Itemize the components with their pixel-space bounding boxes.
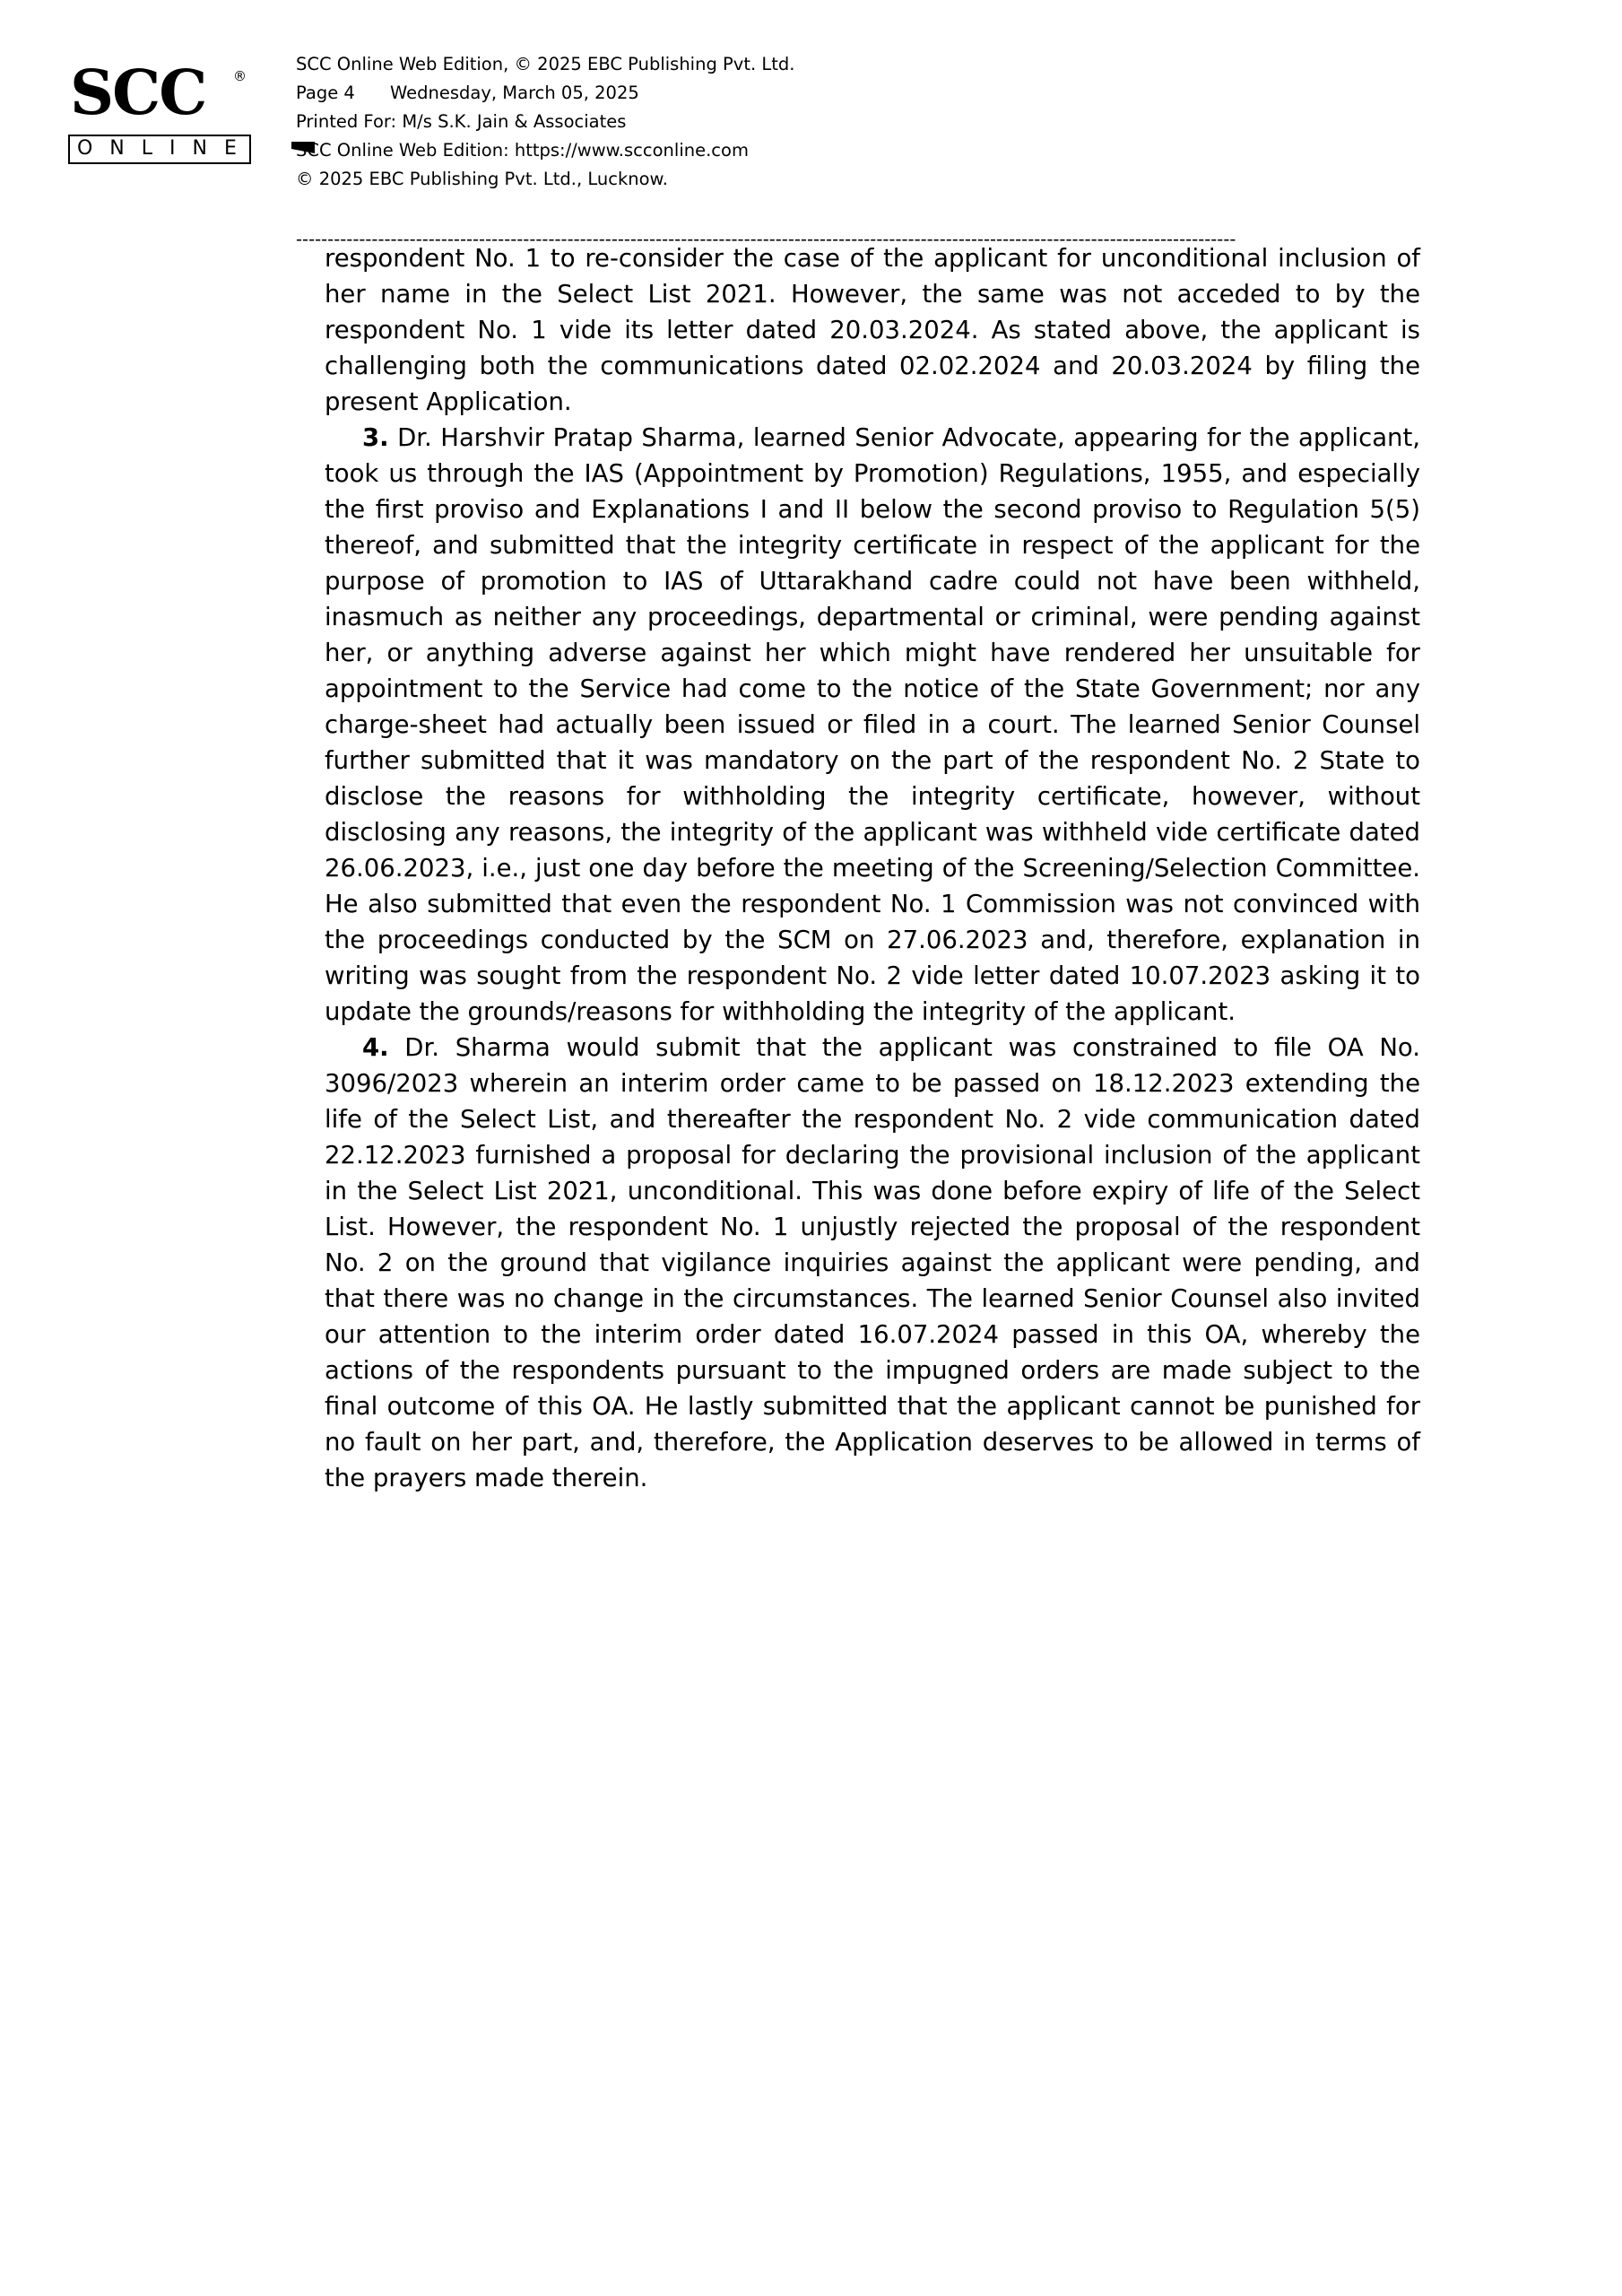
print-date: Wednesday, March 05, 2025 [390, 83, 639, 103]
paragraph-number-3: 3. [362, 423, 389, 452]
header-copyright: © 2025 EBC Publishing Pvt. Ltd., Lucknow. [296, 169, 668, 189]
paragraph-3: 3. Dr. Harshvir Pratap Sharma, learned Senior Advocate, appearing for the applicant, took us through the IAS (Appointment by Promotion) Regulations, 1955, and especially the first proviso and Explanations I and II below the second proviso to Regulation 5(5) thereof, and submitted that the integrity certificate in respect of the applicant for the purpose of promotion to IAS of Uttarakhand cadre could not have been withheld, inasmuch as neither any proceedings, departmental or criminal, were pending against her, or anything adverse against her which might have rendered her unsuitable for appointment to the Service had come to the notice of the State Government; nor any charge-sheet had actually been issued or filed in a court. The learned Senior Counsel further submitted that it was mandatory on the part of the respondent No. 2 State to disclose the reasons for withholding the integrity certificate, however, without disclosing any reasons, the integrity of the applicant was withheld vide certificate dated 26.06.2023, i.e., just one day before the meeting of the Screening/Selection Committee. He also submitted that even the respondent No. 1 Commission was not convinced with the proceedings conducted by the SCM on 27.06.2023 and, therefore, explanation in writing was sought from the respondent No. 2 vide letter dated 10.07.2023 asking it to update the grounds/reasons for withholding the integrity of the applicant. [325, 423, 1420, 1026]
scc-online-logo [65, 57, 257, 173]
header-meta-block [296, 50, 794, 194]
header-edition-line: SCC Online Web Edition, © 2025 EBC Publishing Pvt. Ltd. [296, 54, 795, 74]
page-number-label: Page 4 [296, 83, 355, 103]
header-web-edition: SCC Online Web Edition: https://www.scconline.com [296, 140, 749, 161]
paragraph-4: 4. Dr. Sharma would submit that the applicant was constrained to file OA No. 3096/2023 wherein an interim order came to be passed on 18.12.2023 extending the life of the Select List, and thereafter the respondent No. 2 vide communication dated 22.12.2023 furnished a proposal for declaring the provisional inclusion of the applicant in the Select List 2021, unconditional. This was done before expiry of life of the Select List. However, the respondent No. 1 unjustly rejected the proposal of the respondent No. 2 on the ground that vigilance inquiries against the applicant were pending, and that there was no change in the circumstances. The learned Senior Counsel also invited our attention to the interim order dated 16.07.2024 passed in this OA, whereby the actions of the respondents pursuant to the impugned orders are made subject to the final outcome of this OA. He lastly submitted that the applicant cannot be punished for no fault on her part, and, therefore, the Application deserves to be allowed in terms of the prayers made therein. [325, 1033, 1420, 1492]
logo-wordmark: SCC [70, 57, 206, 129]
header-printed-for: Printed For: M/s S.K. Jain & Associates [296, 111, 627, 132]
registered-trademark-icon: ® [233, 68, 247, 84]
paragraph-continued: respondent No. 1 to re-consider the case of the applicant for unconditional inclusion of her name in the Select List 2021. However, the same was not acceded to by the respondent No. 1 vide its letter dated 20.03.2024. As stated above, the applicant is challenging both the communications dated 02.02.2024 and 20.03.2024 by filing the present Application. [325, 244, 1420, 416]
header-divider: ----------------------------------------------------------------------------------------------------------------------------------------------------- [296, 229, 1236, 249]
document-body [325, 240, 1420, 1496]
logo-subtitle: O N L I N E [68, 135, 251, 164]
header-page-line [296, 79, 794, 108]
paragraph-number-4: 4. [362, 1033, 389, 1062]
page-header [0, 45, 1622, 249]
